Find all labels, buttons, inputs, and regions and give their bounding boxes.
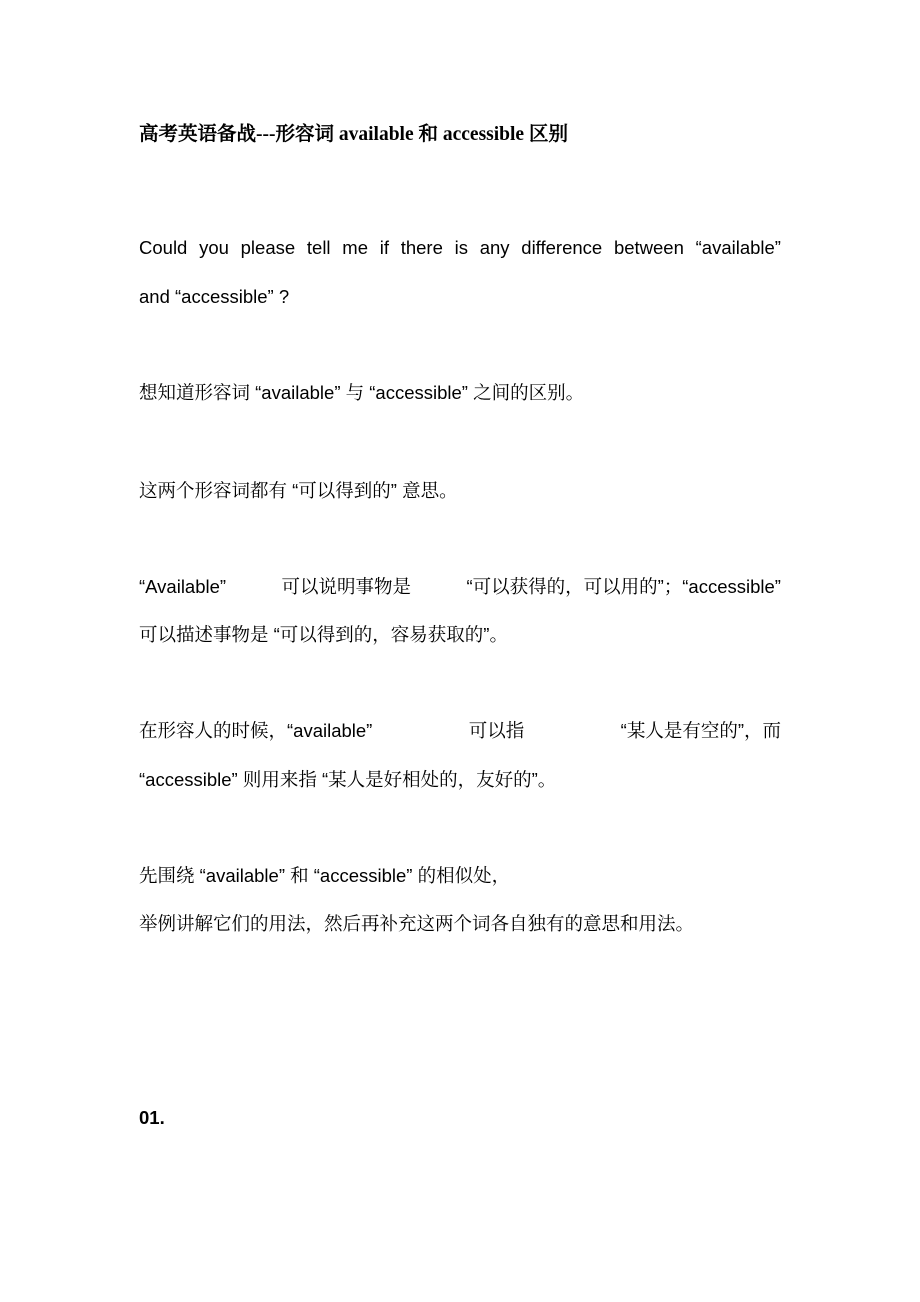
word: tell [306, 237, 331, 258]
text-segment: “某人是有空的”，而 [620, 720, 781, 741]
word: if [379, 237, 389, 258]
word: there [400, 237, 443, 258]
paragraph-2: 这两个形容词都有 “可以得到的” 意思。 [139, 480, 458, 501]
text-segment: “Available” [139, 576, 227, 597]
paragraph-4-line-2: “accessible” 则用来指 “某人是好相处的，友好的”。 [139, 769, 557, 790]
text-segment: 可以说明事物是 [281, 576, 412, 597]
paragraph-1: 想知道形容词 “available” 与 “accessible” 之间的区别。 [139, 382, 585, 403]
text-segment: “可以获得的，可以用的”；“accessible” [466, 576, 781, 597]
word: between [613, 237, 684, 258]
document-title: 高考英语备战---形容词 available 和 accessible 区别 [139, 124, 568, 145]
word: difference [521, 237, 603, 258]
text-segment: 可以指 [468, 720, 525, 741]
paragraph-3-line-2: 可以描述事物是 “可以得到的，容易获取的”。 [139, 624, 508, 645]
word: “available” [695, 237, 781, 258]
word: is [454, 237, 468, 258]
word: me [342, 237, 368, 258]
paragraph-3-line-1 [139, 575, 781, 599]
paragraph-5-line-2: 举例讲解它们的用法，然后再补充这两个词各自独有的意思和用法。 [139, 913, 695, 934]
text-segment: 在形容人的时候，“available” [139, 720, 373, 741]
word: you [199, 237, 229, 258]
question-line-2: and “accessible” ? [139, 286, 290, 307]
section-heading: 01. [139, 1107, 165, 1128]
word: Could [139, 237, 188, 258]
question-line-1 [139, 236, 781, 260]
word: any [479, 237, 510, 258]
paragraph-4-line-1 [139, 719, 781, 743]
word: please [240, 237, 296, 258]
paragraph-5-line-1: 先围绕 “available” 和 “accessible” 的相似处， [139, 865, 511, 886]
